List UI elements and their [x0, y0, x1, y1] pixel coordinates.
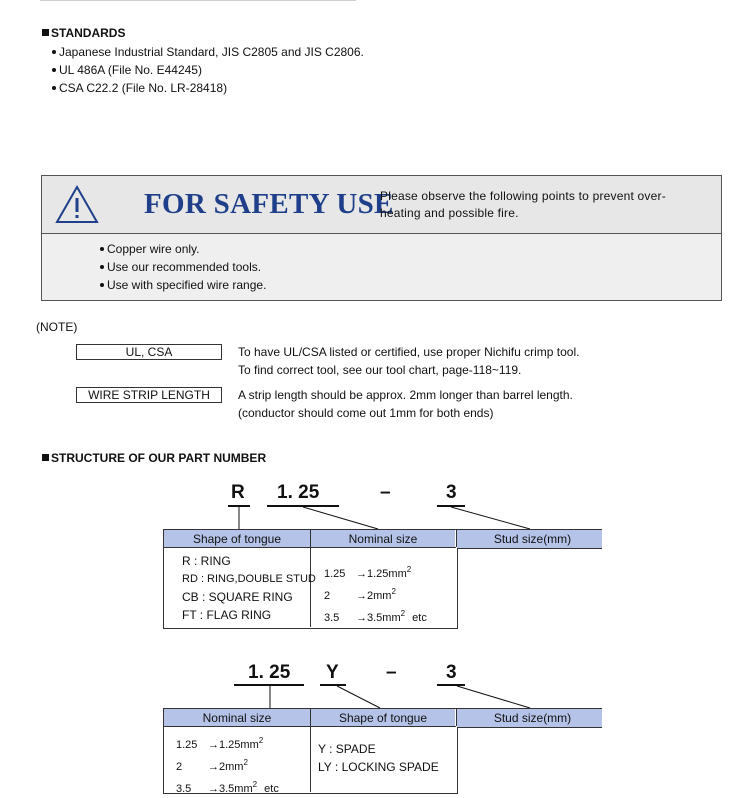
- size-item: $3.5 \to 3.5mm^2$ etc: [324, 609, 427, 624]
- size-list-1: [324, 561, 427, 627]
- table-rule: [456, 530, 457, 547]
- shape-item: CB : SQUARE RING: [182, 590, 293, 604]
- safety-note-line: heating and possible fire.: [380, 206, 519, 220]
- table2-header-size: Nominal size: [164, 709, 310, 726]
- code-underline: [437, 684, 465, 686]
- size-item: $2 \to 2mm^2$: [324, 587, 396, 602]
- ul-csa-tag: UL, CSA: [76, 344, 222, 360]
- note-line: To find correct tool, see our tool chart, page-118~119.: [238, 363, 522, 377]
- table2-header-stud: Stud size(mm): [493, 711, 572, 725]
- safety-note-line: Please observe the following points to prevent over-: [380, 189, 666, 203]
- size-item: $3.5 \to 3.5mm^2$ etc: [176, 780, 279, 795]
- size-item: $1.25 \to 1.25mm^2$: [176, 736, 264, 751]
- standards-item: CSA C22.2 (File No. LR-28418): [52, 79, 364, 97]
- code-underline: [320, 684, 346, 686]
- part-code-stud: 3: [446, 482, 457, 503]
- part-code-dash: –: [386, 662, 397, 683]
- part-code-shape: R: [231, 482, 245, 503]
- safety-item: Use our recommended tools.: [100, 258, 266, 276]
- standards-item: UL 486A (File No. E44245): [52, 61, 364, 79]
- note-line: To have UL/CSA listed or certified, use proper Nichifu crimp tool.: [238, 345, 580, 359]
- part-code-size: 1. 25: [248, 662, 291, 683]
- standards-heading: STANDARDS: [42, 26, 125, 40]
- shape-item: LY : LOCKING SPADE: [318, 760, 439, 774]
- shape-list-2: [318, 740, 439, 776]
- shape-item: R : RING: [182, 554, 231, 568]
- structure-heading: STRUCTURE OF OUR PART NUMBER: [42, 451, 266, 465]
- part-code-size: 1. 25: [277, 482, 320, 503]
- part-code-shape: Y: [326, 662, 339, 683]
- size-item: $1.25 \to 1.25mm^2$: [324, 565, 412, 580]
- safety-item: Copper wire only.: [100, 240, 266, 258]
- part-code-stud: 3: [446, 662, 457, 683]
- wire-strip-tag: WIRE STRIP LENGTH: [76, 387, 222, 403]
- safety-item: Use with specified wire range.: [100, 276, 266, 294]
- shape-item: RD : RING,DOUBLE STUD: [182, 573, 316, 585]
- table1-header-size: Nominal size: [311, 530, 455, 547]
- standards-item: Japanese Industrial Standard, JIS C2805 and JIS C2806.: [52, 43, 364, 61]
- shape-item: Y : SPADE: [318, 742, 376, 756]
- table1-header-shape: Shape of tongue: [164, 530, 310, 547]
- size-list-2: [176, 732, 279, 798]
- note-label: (NOTE): [36, 320, 78, 334]
- note-line: A strip length should be approx. 2mm longer than barrel length.: [238, 388, 573, 402]
- table2-header-shape: Shape of tongue: [311, 709, 455, 726]
- shape-list-1: [182, 552, 316, 624]
- part-code-dash: –: [380, 482, 391, 503]
- size-item: $2 \to 2mm^2$: [176, 758, 248, 773]
- table-rule: [310, 709, 311, 792]
- shape-item: FT : FLAG RING: [182, 608, 272, 622]
- safety-title: FOR SAFETY USE: [144, 188, 394, 220]
- code-underline: [234, 684, 304, 686]
- note-line: (conductor should come out 1mm for both ends): [238, 406, 494, 420]
- table1-header-stud: Stud size(mm): [493, 532, 572, 546]
- table-rule: [456, 709, 457, 726]
